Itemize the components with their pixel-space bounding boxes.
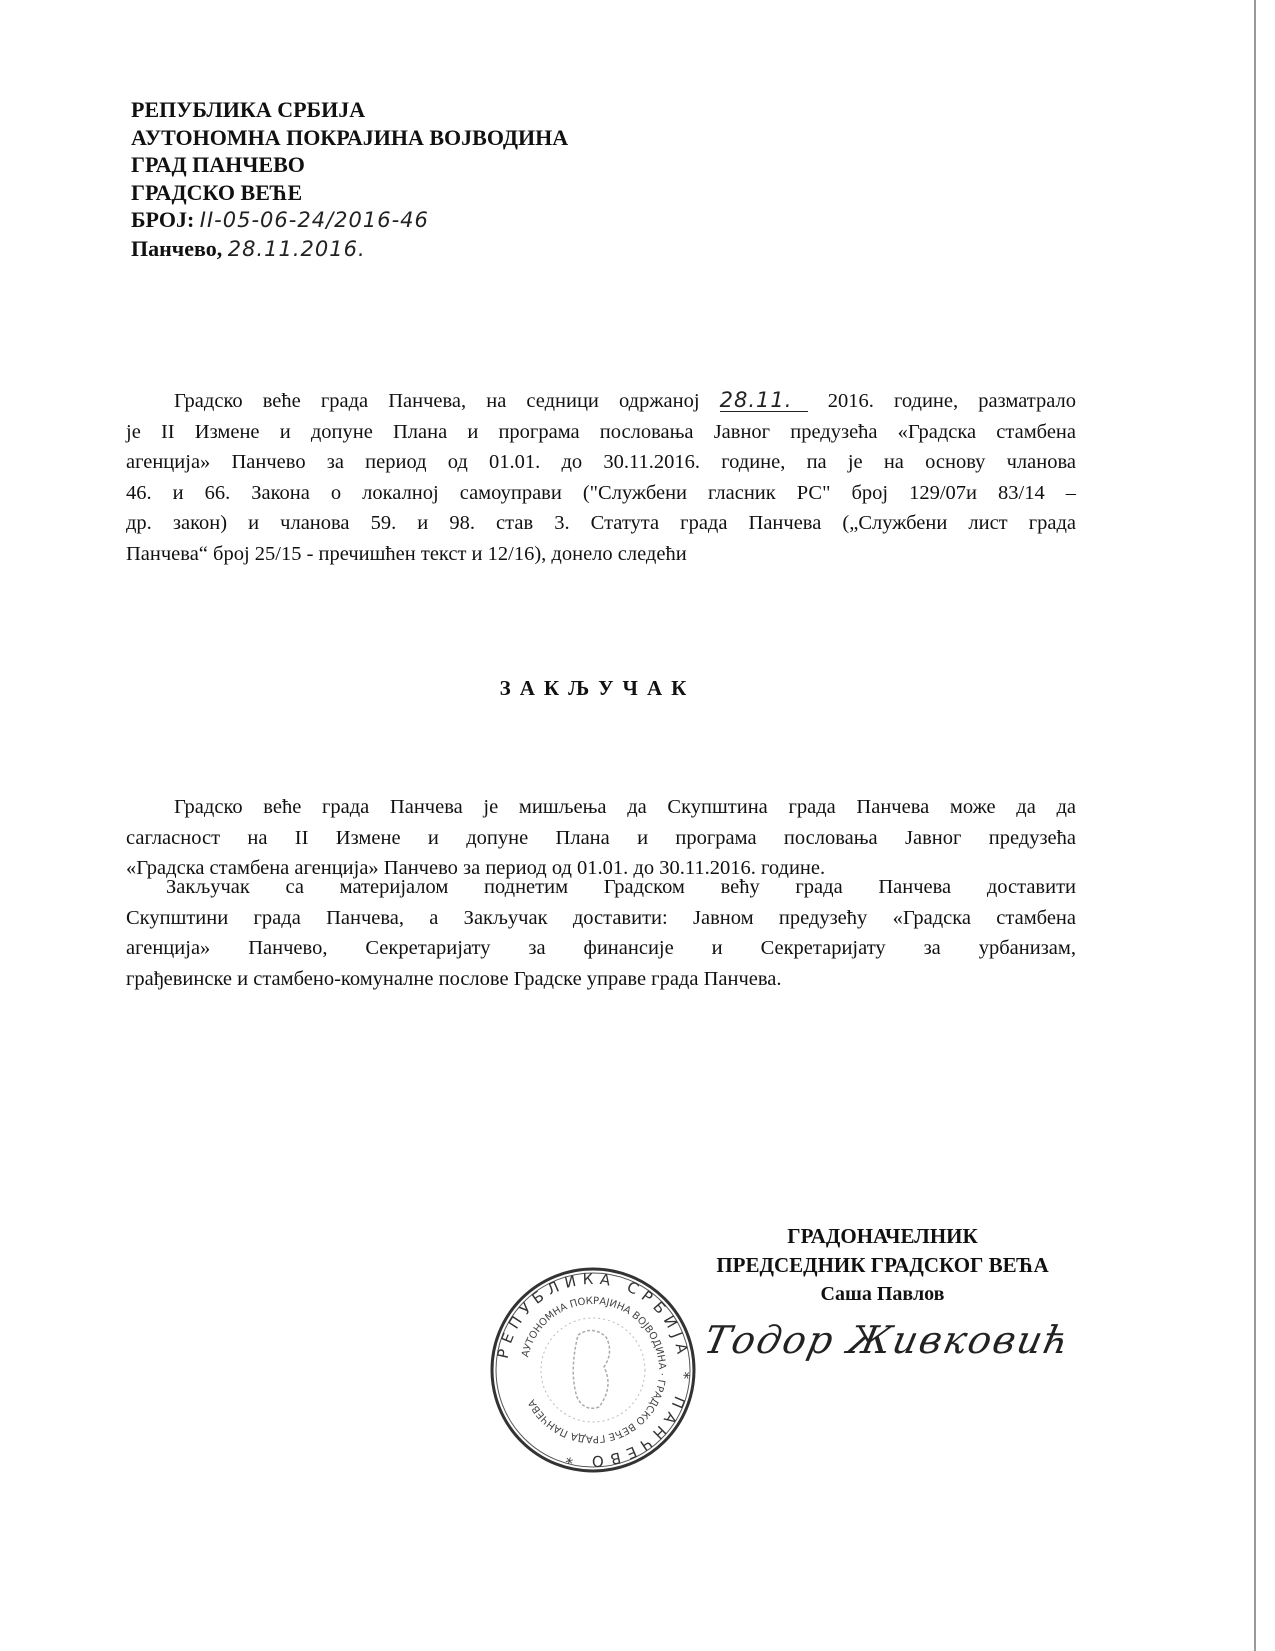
date-value: 28.11.2016. <box>227 236 366 261</box>
body-line: «Градска стамбена агенција» Панчево за период од 01.01. до 30.11.2016. године. <box>126 857 826 879</box>
body-line: сагласност на II Измене и допуне Плана и програма пословања Јавног предузећа <box>126 826 1076 849</box>
number-value: II-05-06-24/2016-46 <box>199 208 429 232</box>
svg-text:РЕПУБЛИКА СРБИЈА * ПАНЧЕВО *: РЕПУБЛИКА СРБИЈА * ПАНЧЕВО * <box>493 1269 694 1471</box>
intro-line <box>126 386 1076 417</box>
signatory-title-mayor: ГРАДОНАЧЕЛНИК <box>787 1224 978 1248</box>
intro-line: 46. и 66. Закона о локалној самоуправи ("Службени гласник РС" број 129/07и 83/14 – <box>126 481 1076 504</box>
header-council: ГРАДСКО ВЕЋЕ <box>131 179 303 205</box>
handwritten-signature: Тодор Живковић <box>700 1318 1076 1362</box>
intro-line: агенција» Панчево за период од 01.01. до 30.11.2016. године, па је на основу чланова <box>126 451 1076 473</box>
body-line: агенција» Панчево, Секретаријату за финансије и Секретаријату за урбанизам, <box>126 937 1076 959</box>
document-header <box>131 96 568 263</box>
header-province: АУТОНОМНА ПОКРАЈИНА ВОЈВОДИНА <box>131 124 569 150</box>
body-line: Градско веће града Панчева је мишљења да Скупштина града Панчева може да да <box>174 796 1076 818</box>
intro-line: је II Измене и допуне Плана и програма пословања Јавног предузећа «Градска стамбена <box>126 420 1076 443</box>
header-number <box>131 206 568 235</box>
number-label: БРОЈ: <box>131 207 195 232</box>
body-line: Скупштини града Панчева, а Закључак доставити: Јавном предузећу «Градска стамбена <box>126 906 1076 929</box>
place-label: Панчево, <box>131 235 223 261</box>
intro-text: Градско веће града Панчева, на седници одржаној <box>174 390 720 412</box>
header-republic: РЕПУБЛИКА СРБИЈА <box>131 97 366 122</box>
body-line: Закључак са материјалом поднетим Градском већу града Панчева доставити <box>166 876 1076 898</box>
body-line: грађевинске и стамбено-комуналне послове Градске управе града Панчева. <box>126 967 782 990</box>
official-seal-icon <box>488 1265 698 1475</box>
conclusion-paragraph-2 <box>126 872 1076 994</box>
signatory-title-president: ПРЕДСЕДНИК ГРАДСКОГ ВЕЋА <box>716 1253 1049 1277</box>
intro-line: Панчева“ број 25/15 - пречишћен текст и 12/16), донело следећи <box>126 542 687 565</box>
session-date-handwritten: 28.11. <box>720 389 808 412</box>
signature-block <box>660 1222 1105 1309</box>
conclusion-paragraph-1 <box>126 792 1076 884</box>
intro-text: 2016. године, разматрало <box>807 390 1076 412</box>
document-title: ЗАКЉУЧАК <box>499 676 696 700</box>
intro-paragraph <box>126 386 1076 569</box>
header-city: ГРАД ПАНЧЕВО <box>131 152 305 177</box>
intro-line: др. закон) и чланова 59. и 98. став 3. Статута града Панчева („Службени лист града <box>126 512 1076 534</box>
svg-text:АУТОНОМНА ПОКРАЈИНА ВОЈВОДИНА: АУТОНОМНА ПОКРАЈИНА ВОЈВОДИНА · ГРАДСКО ВЕЋЕ ГРАДА ПАНЧЕВА <box>520 1295 668 1445</box>
signatory-name: Саша Павлов <box>820 1283 945 1305</box>
scan-edge <box>1254 0 1256 1651</box>
header-date <box>131 235 568 264</box>
